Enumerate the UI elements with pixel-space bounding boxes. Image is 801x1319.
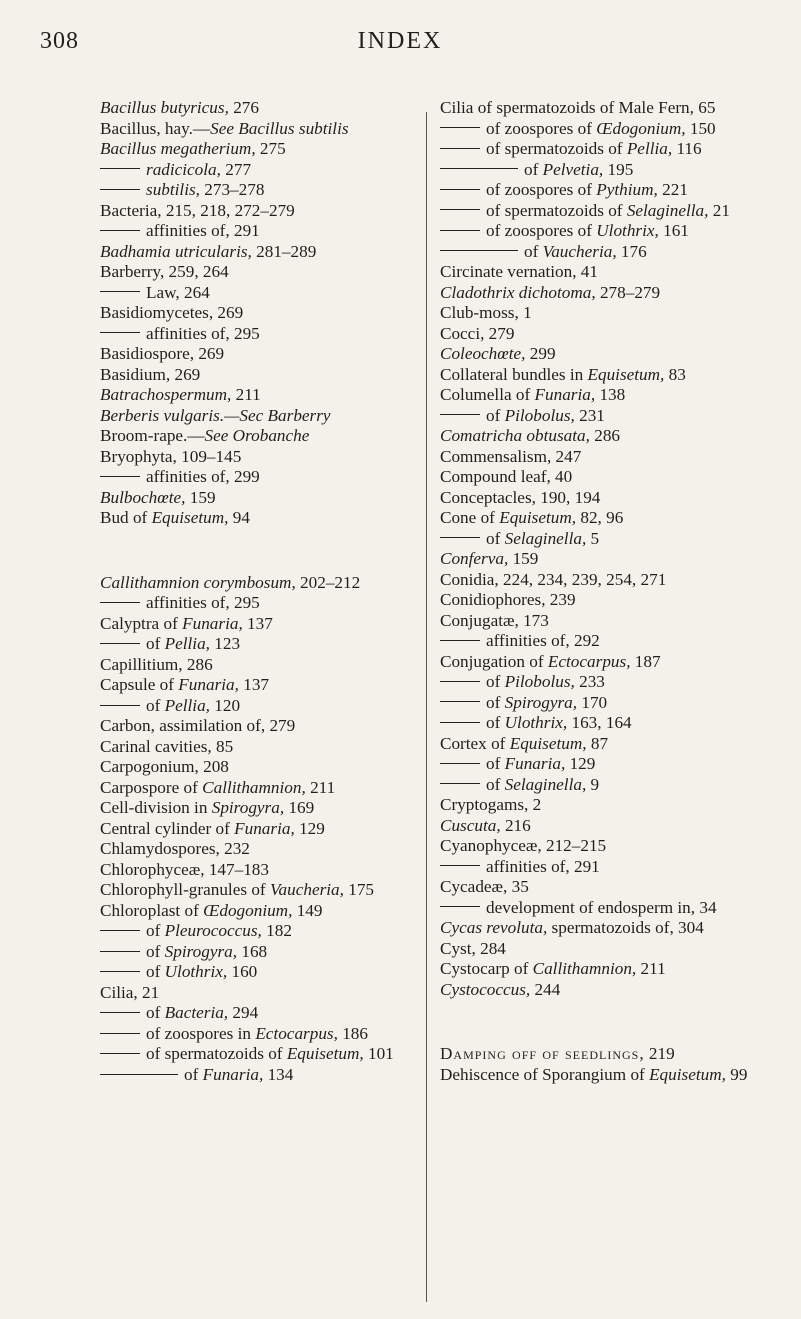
- entry-text: of: [486, 774, 505, 794]
- index-entry: [100, 426, 415, 447]
- entry-text: 175: [343, 880, 375, 900]
- entry-text: Compound leaf, 40: [440, 467, 573, 486]
- index-entry: [440, 734, 765, 755]
- entry-text: 273–278: [199, 180, 265, 199]
- index-subentry: [100, 324, 415, 345]
- entry-text: of zoospores of: [486, 180, 597, 199]
- index-subentry: [100, 921, 415, 942]
- entry-italic-text: Bulbochœte,: [100, 487, 186, 507]
- entry-text: Cell-division in: [100, 798, 212, 818]
- entry-text: affinities of, 291: [486, 856, 600, 876]
- entry-italic-text: Funaria,: [182, 613, 243, 633]
- index-entry: [100, 880, 415, 901]
- index-entry: [100, 447, 415, 468]
- entry-italic-text: Ectocarpus,: [547, 651, 631, 671]
- entry-text: 129: [565, 754, 596, 773]
- index-subentry: [440, 221, 765, 242]
- entry-text: 195: [603, 159, 634, 179]
- index-subentry: [440, 529, 765, 550]
- entry-text: affinities of, 295: [146, 323, 260, 343]
- index-entry: [440, 467, 765, 488]
- entry-text: 169: [284, 798, 315, 818]
- entry-italic-text: Equisetum,: [587, 364, 665, 384]
- entry-italic-text: Funaria,: [504, 754, 566, 773]
- index-subentry: [440, 672, 765, 693]
- entry-italic-text: Callithamnion corymbosum,: [100, 572, 296, 592]
- index-entry: [440, 447, 765, 468]
- index-entry: [100, 488, 415, 509]
- entry-text: 211: [231, 385, 261, 404]
- index-entry: [100, 201, 415, 222]
- index-entry: [100, 98, 415, 119]
- entry-text: development of endosperm in, 34: [486, 897, 717, 917]
- index-entry: [100, 508, 415, 529]
- entry-text: of: [146, 695, 165, 715]
- entry-italic-text: Bacillus butyricus,: [100, 98, 229, 117]
- entry-text: 159: [185, 487, 216, 507]
- index-entry: [100, 344, 415, 365]
- index-entry: [440, 836, 765, 857]
- entry-text: Basidiospore, 269: [100, 344, 225, 363]
- entry-text: of: [486, 672, 505, 691]
- entry-text: affinities of, 291: [146, 221, 260, 240]
- entry-italic-text: Pythium,: [596, 180, 658, 199]
- entry-italic-text: Berberis vulgaris.—Sec Barberry: [100, 405, 331, 425]
- entry-text: 99: [725, 1064, 748, 1084]
- entry-italic-text: Equisetum,: [509, 733, 587, 753]
- entry-text: of: [524, 159, 543, 179]
- index-entry: [440, 816, 765, 837]
- page-number: 308: [40, 28, 79, 54]
- entry-text: 87: [586, 733, 609, 753]
- entry-italic-text: Conferva,: [440, 549, 509, 568]
- entry-text: 21: [708, 200, 730, 220]
- entry-italic-text: Spirogyra,: [504, 692, 578, 712]
- entry-text: 211: [636, 959, 666, 978]
- entry-italic-text: Batrachospermum,: [100, 385, 232, 404]
- entry-text: Chloroplast of: [100, 900, 204, 920]
- entry-italic-text: Bacteria,: [164, 1003, 229, 1023]
- entry-italic-text: Spirogyra,: [164, 941, 238, 961]
- entry-text: 286: [589, 426, 620, 445]
- index-entry: [100, 365, 415, 386]
- index-entry: [100, 716, 415, 737]
- entry-text: affinities of, 295: [146, 593, 260, 613]
- index-entry: [440, 611, 765, 632]
- entry-text: Cycadeæ, 35: [440, 877, 529, 896]
- entry-italic-text: Pilobolus,: [504, 405, 575, 425]
- entry-text: 233: [574, 672, 605, 691]
- entry-text: 94: [228, 508, 250, 527]
- index-subentry: [440, 242, 765, 263]
- index-entry: [440, 877, 765, 898]
- index-entry: [100, 737, 415, 758]
- entry-text: Law, 264: [146, 282, 210, 302]
- entry-text: of spermatozoids of: [486, 139, 627, 158]
- entry-text: 160: [227, 962, 258, 982]
- entry-text: Damping off of seedlings,: [440, 1044, 645, 1064]
- entry-italic-text: Pellia,: [164, 634, 210, 654]
- entry-text: Basidium, 269: [100, 364, 201, 384]
- index-subentry: [100, 593, 415, 614]
- entry-text: Carinal cavities, 85: [100, 736, 234, 756]
- entry-text: 244: [530, 979, 561, 999]
- index-subentry: [440, 631, 765, 652]
- entry-text: Carbon, assimilation of, 279: [100, 716, 296, 736]
- index-subentry: [440, 898, 765, 919]
- entry-text: Commensalism, 247: [440, 446, 582, 466]
- entry-italic-text: Pellia,: [626, 139, 673, 158]
- entry-text: of zoospores in: [146, 1023, 256, 1043]
- entry-text: 187: [630, 651, 661, 671]
- index-entry: [440, 98, 765, 119]
- entry-text: 231: [574, 405, 605, 425]
- index-subentry: [440, 180, 765, 201]
- entry-italic-text: Ectocarpus,: [255, 1023, 338, 1043]
- entry-text: Cortex of: [440, 733, 510, 753]
- entry-text: 120: [209, 695, 241, 715]
- page-title: INDEX: [357, 28, 443, 54]
- entry-italic-text: See Bacillus subtilis: [210, 118, 349, 138]
- entry-italic-text: Pelvetia,: [542, 159, 604, 179]
- entry-italic-text: Callithamnion,: [532, 959, 637, 978]
- entry-text: Bacillus, hay.—: [100, 118, 211, 138]
- index-entry: [440, 303, 765, 324]
- index-entry: [440, 939, 765, 960]
- entry-text: Cryptogams, 2: [440, 795, 542, 814]
- entry-italic-text: Equisetum,: [286, 1044, 364, 1064]
- entry-text: Cystocarp of: [440, 959, 533, 978]
- index-subentry: [100, 696, 415, 717]
- index-entry: [100, 983, 415, 1004]
- entry-text: Chlorophyceæ, 147–183: [100, 859, 269, 879]
- index-subentry: [100, 962, 415, 983]
- entry-italic-text: radicicola,: [146, 159, 221, 179]
- entry-text: 281–289: [251, 241, 317, 261]
- index-subentry: [440, 139, 765, 160]
- index-entry: [440, 426, 765, 447]
- entry-text: of zoospores of: [486, 221, 597, 240]
- index-entry: [100, 573, 415, 594]
- entry-text: 129: [294, 818, 325, 838]
- index-entry: [440, 980, 765, 1001]
- entry-italic-text: Spirogyra,: [211, 798, 285, 818]
- entry-text: 219: [644, 1044, 675, 1064]
- index-entry: [100, 798, 415, 819]
- entry-text: 161: [658, 221, 689, 240]
- entry-text: 5: [586, 528, 600, 548]
- entry-italic-text: Ulothrix,: [504, 713, 568, 732]
- entry-text: 277: [220, 159, 252, 179]
- entry-text: 182: [261, 921, 292, 941]
- entry-text: Cocci, 279: [440, 323, 515, 343]
- index-entry: [100, 119, 415, 140]
- entry-italic-text: Equisetum,: [649, 1064, 726, 1084]
- entry-italic-text: Funaria,: [534, 385, 596, 404]
- entry-text: Club-moss, 1: [440, 303, 532, 322]
- entry-text: of: [524, 241, 543, 261]
- entry-text: 176: [616, 241, 647, 261]
- entry-italic-text: Coleochœte,: [440, 344, 526, 363]
- index-entry: [100, 139, 415, 160]
- entry-text: Conceptacles, 190, 194: [440, 487, 601, 507]
- index-entry: [440, 652, 765, 673]
- entry-italic-text: Cuscuta,: [440, 815, 501, 835]
- index-subentry: [440, 713, 765, 734]
- entry-text: of: [486, 754, 505, 773]
- index-entry: [440, 385, 765, 406]
- index-subentry: [100, 283, 415, 304]
- entry-italic-text: Ulothrix,: [596, 221, 659, 240]
- entry-italic-text: Pellia,: [164, 695, 210, 715]
- entry-italic-text: Callithamnion,: [202, 777, 306, 797]
- index-subentry: [100, 1024, 415, 1045]
- page-header: [40, 28, 760, 62]
- entry-text: Basidiomycetes, 269: [100, 303, 244, 322]
- entry-text: 211: [305, 777, 336, 797]
- entry-spacer: [100, 546, 415, 556]
- entry-text: 294: [228, 1003, 259, 1023]
- index-entry: [100, 778, 415, 799]
- entry-text: 9: [586, 774, 600, 794]
- entry-text: of: [146, 921, 165, 941]
- entry-text: of spermatozoids of: [146, 1044, 287, 1064]
- entry-text: 276: [228, 98, 259, 117]
- index-entry: [100, 385, 415, 406]
- index-subentry: [440, 406, 765, 427]
- entry-italic-text: Equisetum,: [151, 508, 229, 527]
- entry-text: Carpogonium, 208: [100, 757, 229, 777]
- index-subentry: [440, 857, 765, 878]
- entry-italic-text: See Orobanche: [204, 426, 310, 445]
- entry-text: 101: [363, 1044, 394, 1064]
- index-entry: [440, 570, 765, 591]
- index-entry: [100, 901, 415, 922]
- entry-text: 202–212: [295, 572, 361, 592]
- index-entry: [100, 614, 415, 635]
- index-entry: [440, 262, 765, 283]
- entry-text: of: [486, 692, 505, 712]
- index-entry: [100, 839, 415, 860]
- index-entry: [100, 262, 415, 283]
- index-entry: [100, 303, 415, 324]
- index-column-left: [100, 98, 415, 1085]
- entry-italic-text: Funaria,: [178, 675, 239, 695]
- index-entry: [440, 795, 765, 816]
- entry-text: Carpospore of: [100, 777, 203, 797]
- entry-text: Conidia, 224, 234, 239, 254, 271: [440, 569, 667, 589]
- index-entry: [440, 959, 765, 980]
- entry-italic-text: Equisetum,: [499, 508, 577, 527]
- entry-text: affinities of, 299: [146, 467, 260, 486]
- entry-text: 137: [238, 675, 270, 695]
- entry-text: 221: [657, 180, 688, 199]
- entry-italic-text: Vaucheria,: [269, 880, 344, 900]
- entry-italic-text: Bacillus megatherium,: [100, 139, 256, 158]
- entry-italic-text: Badhamia utricularis,: [100, 241, 252, 261]
- index-subentry: [100, 180, 415, 201]
- column-divider: [426, 112, 427, 1302]
- index-subentry: [440, 201, 765, 222]
- entry-italic-text: Pilobolus,: [504, 672, 575, 691]
- index-entry: [440, 1044, 765, 1065]
- index-entry: [100, 675, 415, 696]
- entry-text: Capillitium, 286: [100, 654, 213, 674]
- index-subentry: [440, 119, 765, 140]
- entry-text: of: [146, 1003, 165, 1023]
- index-entry: [100, 860, 415, 881]
- index-subentry: [440, 775, 765, 796]
- index-subentry: [440, 754, 765, 775]
- index-entry: [100, 242, 415, 263]
- entry-text: 83: [664, 364, 686, 384]
- entry-text: Columella of: [440, 385, 535, 404]
- entry-text: Conjugatæ, 173: [440, 610, 549, 630]
- entry-italic-text: Selaginella,: [504, 774, 587, 794]
- entry-text: 134: [263, 1064, 294, 1084]
- entry-text: Chlorophyll-granules of: [100, 880, 270, 900]
- entry-text: of: [486, 713, 505, 732]
- entry-text: affinities of, 292: [486, 631, 600, 650]
- entry-text: Chlamydospores, 232: [100, 839, 250, 859]
- entry-italic-text: Pleurococcus,: [164, 921, 262, 941]
- entry-italic-text: Cycas revoluta,: [440, 918, 548, 937]
- entry-text: Bryophyta, 109–145: [100, 446, 242, 466]
- index-entry: [440, 365, 765, 386]
- entry-text: Circinate vernation, 41: [440, 262, 598, 281]
- index-subentry: [100, 221, 415, 242]
- entry-italic-text: Ulothrix,: [164, 962, 228, 982]
- entry-text: of: [146, 634, 165, 654]
- entry-text: 138: [595, 385, 626, 404]
- entry-text: 116: [672, 139, 702, 158]
- entry-text: 159: [508, 549, 539, 568]
- entry-text: 149: [292, 900, 323, 920]
- index-entry: [100, 757, 415, 778]
- entry-text: 186: [337, 1023, 368, 1043]
- entry-italic-text: Selaginella,: [626, 200, 709, 220]
- entry-text: of: [184, 1064, 203, 1084]
- index-entry: [440, 1065, 765, 1086]
- index-entry: [440, 344, 765, 365]
- entry-text: 163, 164: [567, 713, 632, 732]
- index-entry: [100, 819, 415, 840]
- entry-text: of: [146, 962, 165, 982]
- entry-text: Bacteria, 215, 218, 272–279: [100, 200, 295, 220]
- entry-spacer: [440, 1017, 765, 1027]
- entry-text: of: [486, 528, 505, 548]
- index-entry: [440, 918, 765, 939]
- entry-text: 168: [237, 941, 268, 961]
- entry-text: of: [486, 405, 505, 425]
- entry-text: Cyanophyceæ, 212–215: [440, 836, 607, 855]
- index-entry: [100, 406, 415, 427]
- entry-text: Capsule of: [100, 675, 179, 695]
- entry-text: Bud of: [100, 508, 152, 527]
- entry-text: Central cylinder of: [100, 818, 235, 838]
- entry-text: Cilia, 21: [100, 982, 160, 1002]
- entry-text: of: [146, 941, 165, 961]
- entry-text: Collateral bundles in: [440, 364, 588, 384]
- entry-text: Broom-rape.—: [100, 426, 205, 445]
- entry-text: 170: [577, 692, 608, 712]
- entry-italic-text: Funaria,: [202, 1064, 264, 1084]
- index-entry: [440, 508, 765, 529]
- entry-italic-text: subtilis,: [146, 180, 200, 199]
- index-subentry: [100, 634, 415, 655]
- index-subentry: [440, 693, 765, 714]
- index-entry: [440, 488, 765, 509]
- entry-italic-text: Comatricha obtusata,: [440, 426, 590, 445]
- entry-text: 278–279: [595, 282, 661, 302]
- index-column-right: [440, 98, 765, 1085]
- index-subentry: [100, 467, 415, 488]
- entry-text: of zoospores of: [486, 118, 597, 138]
- entry-text: of spermatozoids of: [486, 200, 627, 220]
- entry-text: spermatozoids of, 304: [547, 918, 704, 937]
- entry-italic-text: Œdogonium,: [596, 118, 686, 138]
- entry-italic-text: Funaria,: [234, 818, 295, 838]
- index-subentry: [100, 1044, 415, 1065]
- entry-italic-text: Selaginella,: [504, 528, 587, 548]
- entry-italic-text: Cladothrix dichotoma,: [440, 282, 596, 302]
- entry-text: 216: [500, 815, 531, 835]
- entry-text: Cone of: [440, 508, 500, 527]
- entry-italic-text: Vaucheria,: [542, 241, 617, 261]
- entry-text: Cyst, 284: [440, 938, 506, 958]
- index-entry: [100, 655, 415, 676]
- index-subentry: [100, 1003, 415, 1024]
- index-subentry: [100, 1065, 415, 1086]
- entry-text: 137: [242, 613, 273, 633]
- index-entry: [440, 590, 765, 611]
- index-entry: [440, 324, 765, 345]
- entry-text: 299: [525, 344, 556, 363]
- entry-text: Conjugation of: [440, 651, 548, 671]
- index-subentry: [100, 160, 415, 181]
- entry-text: Barberry, 259, 264: [100, 262, 229, 281]
- entry-text: 82, 96: [576, 508, 624, 527]
- index-entry: [440, 549, 765, 570]
- entry-text: 275: [255, 139, 286, 158]
- index-subentry: [100, 942, 415, 963]
- entry-italic-text: Cystococcus,: [440, 979, 531, 999]
- entry-text: 150: [685, 118, 716, 138]
- entry-text: Dehiscence of Sporangium of: [440, 1064, 650, 1084]
- entry-text: Calyptra of: [100, 613, 183, 633]
- entry-text: Cilia of spermatozoids of Male Fern, 65: [440, 98, 716, 117]
- index-entry: [440, 283, 765, 304]
- entry-italic-text: Œdogonium,: [203, 900, 293, 920]
- index-subentry: [440, 160, 765, 181]
- entry-text: 123: [209, 634, 241, 654]
- entry-text: Conidiophores, 239: [440, 590, 576, 609]
